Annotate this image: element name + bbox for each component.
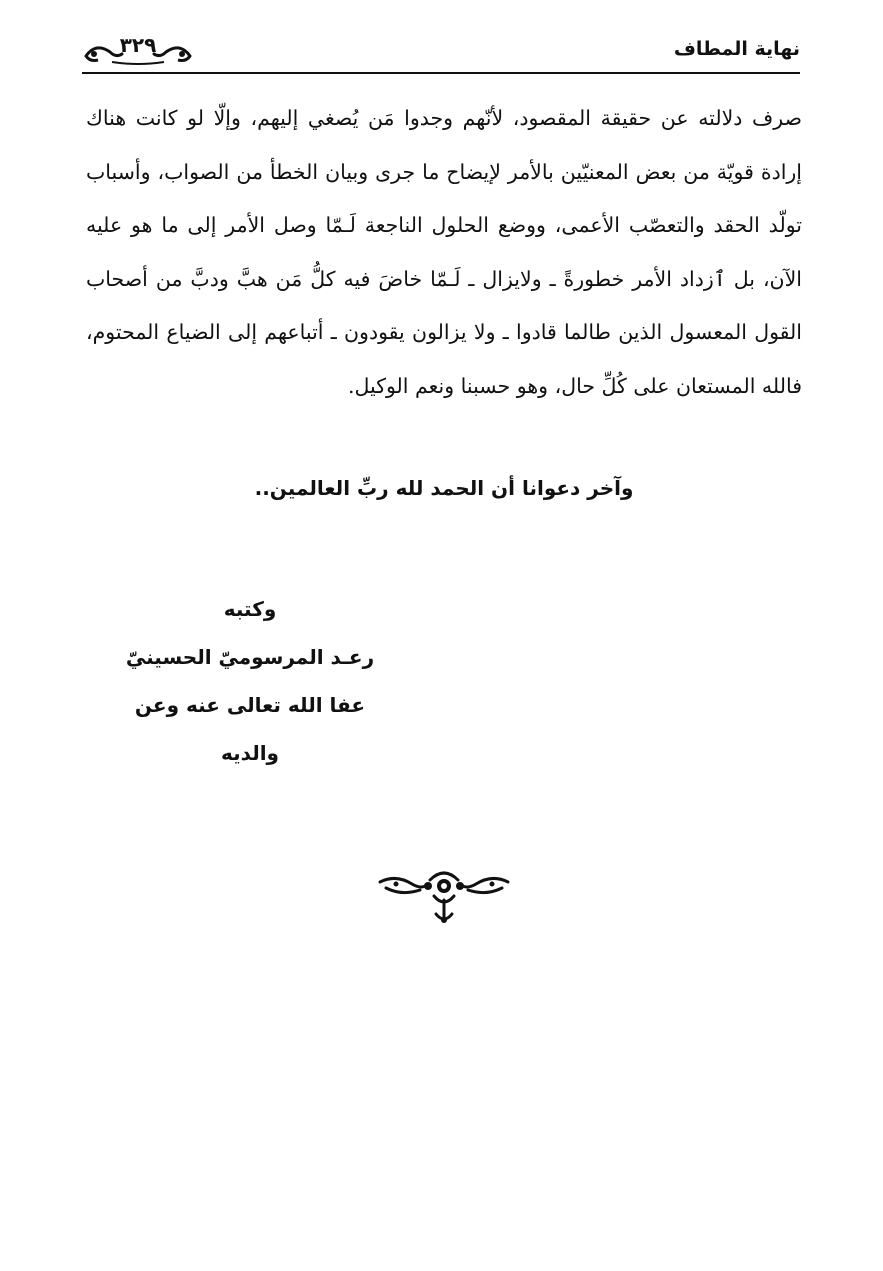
page-header — [82, 28, 800, 74]
closing-line: وآخر دعوانا أن الحمد لله ربِّ العالمين.. — [254, 476, 634, 500]
signature-prayer: عفا الله تعالى عنه وعن والديه — [134, 693, 366, 765]
floral-ornament-icon — [376, 866, 512, 926]
signature-author-name: رعـد المرسوميّ الحسينيّ — [125, 645, 375, 669]
running-title: نهاية المطاف — [673, 38, 800, 60]
header-divider — [82, 72, 800, 74]
body-paragraph: صرف دلالته عن حقيقة المقصود، لأنّهم وجدوا مَن يُصغي إليهم، وإلّا لو كانت هناك إرادة قويّة من بعض المعنيّين بالأمر لإيضاح ما جرى وبيان الخطأ من الصواب، وأسباب تولّد الحقد والتعصّب الأعمى، ووضع الحلول الناجعة لَـمّا وصل الأمر إلى ما هو عليه الآن، بل ٱزداد الأمر خطورةً ـ ولايزال ـ لَـمّا خاضَ فيه كلُّ مَن هبَّ ودبَّ من أصحاب القول المعسول الذين طالما قادوا ـ ولا يزالون يقودون ـ أتباعهم إلى الضياع المحتوم، فالله المستعان على كُلِّ حال، وهو حسبنا ونعم الوكيل. — [86, 106, 802, 398]
page-number: ٣٢٩ — [119, 33, 157, 57]
signature-block — [110, 585, 390, 765]
page-number-frame — [82, 32, 194, 66]
signature-written-by: وكتبه — [223, 597, 277, 621]
